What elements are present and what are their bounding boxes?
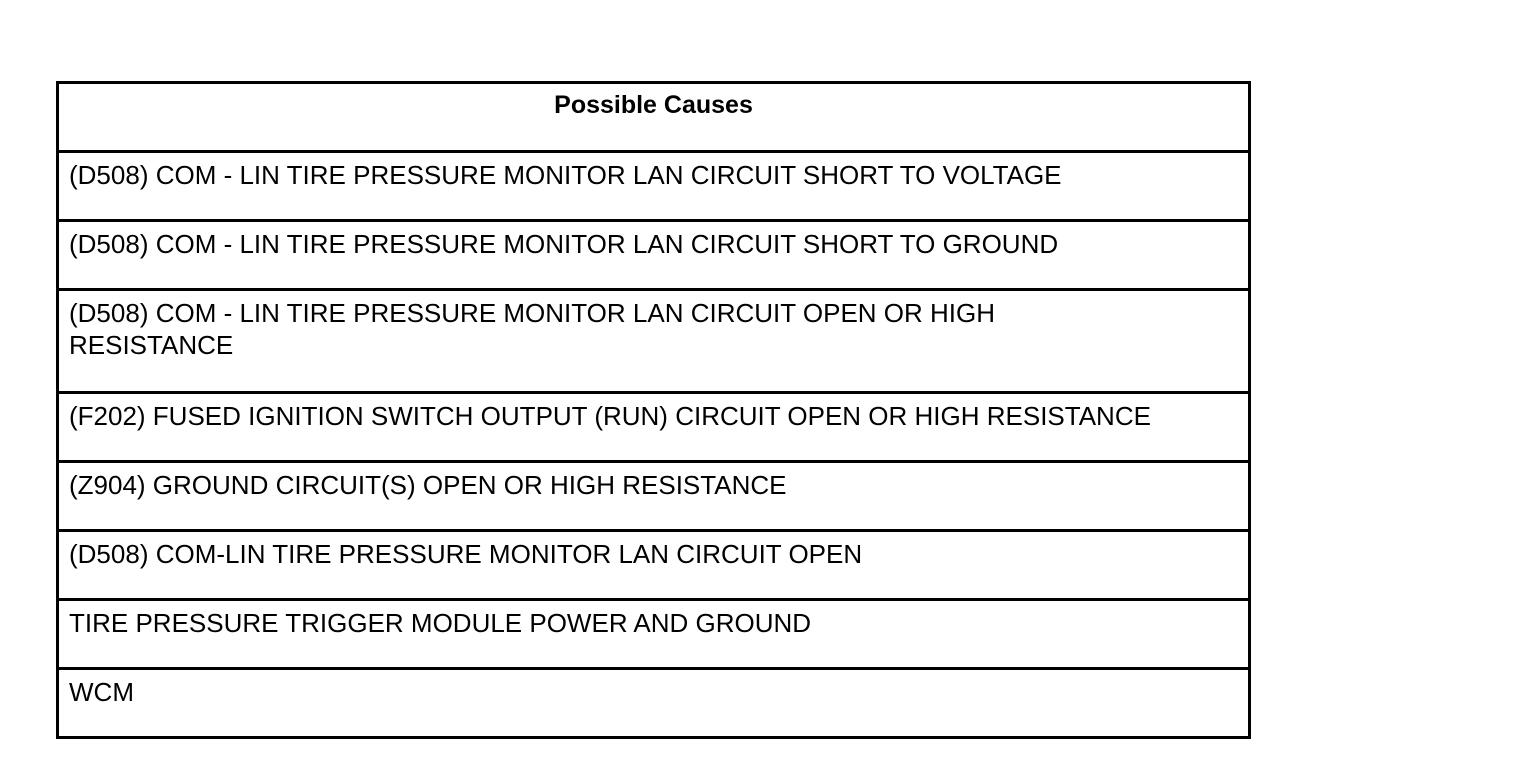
table-cell-cause: TIRE PRESSURE TRIGGER MODULE POWER AND GROUND <box>58 600 1250 669</box>
table-row <box>58 531 1250 600</box>
table-row <box>58 290 1250 393</box>
table-cell-cause: WCM <box>58 669 1250 738</box>
possible-causes-table <box>56 81 1251 739</box>
table-cell-cause: (Z904) GROUND CIRCUIT(S) OPEN OR HIGH RESISTANCE <box>58 462 1250 531</box>
table-row <box>58 221 1250 290</box>
table-row <box>58 600 1250 669</box>
table-row <box>58 393 1250 462</box>
table-cell-cause: (D508) COM - LIN TIRE PRESSURE MONITOR LAN CIRCUIT SHORT TO GROUND <box>58 221 1250 290</box>
table-header-row <box>58 83 1250 152</box>
table-cell-cause: (F202) FUSED IGNITION SWITCH OUTPUT (RUN) CIRCUIT OPEN OR HIGH RESISTANCE <box>58 393 1250 462</box>
table-header-possible-causes: Possible Causes <box>58 83 1250 152</box>
table-row <box>58 152 1250 221</box>
table-cell-cause: (D508) COM - LIN TIRE PRESSURE MONITOR LAN CIRCUIT OPEN OR HIGH RESISTANCE <box>58 290 1250 393</box>
table-row <box>58 669 1250 738</box>
table-row <box>58 462 1250 531</box>
table-cell-cause: (D508) COM-LIN TIRE PRESSURE MONITOR LAN CIRCUIT OPEN <box>58 531 1250 600</box>
table-cell-cause: (D508) COM - LIN TIRE PRESSURE MONITOR LAN CIRCUIT SHORT TO VOLTAGE <box>58 152 1250 221</box>
